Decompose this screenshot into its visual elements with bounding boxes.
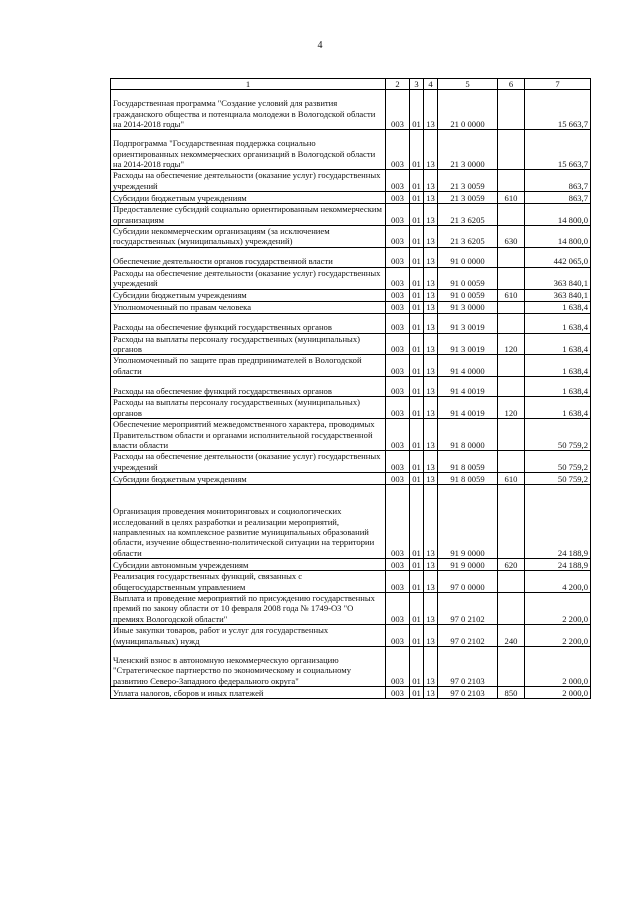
section-code: 01 [410,90,424,130]
target-article-code: 91 8 0000 [438,419,498,451]
target-article-code: 91 0 0059 [438,267,498,289]
target-article-code: 97 0 2103 [438,686,498,698]
chapter-code: 003 [386,267,410,289]
expense-type-code: 620 [498,559,525,571]
table-row [111,592,591,624]
subsection-code: 13 [424,646,438,686]
subsection-code: 13 [424,571,438,593]
target-article-code: 97 0 2103 [438,646,498,686]
chapter-code: 003 [386,592,410,624]
header-row [111,79,591,90]
subsection-code: 13 [424,592,438,624]
amount: 863,7 [525,170,591,192]
table-row [111,170,591,192]
row-name: Обеспечение деятельности органов государственной власти [111,247,386,267]
subsection-code: 13 [424,289,438,301]
amount: 2 200,0 [525,592,591,624]
table-row [111,451,591,473]
amount: 15 663,7 [525,130,591,170]
table-row [111,571,591,593]
row-name: Государственная программа "Создание условий для развития гражданского общества и потенциала молодежи в Вологодской области на 2014-2018 годы" [111,90,386,130]
target-article-code: 91 0 0059 [438,289,498,301]
table-row [111,485,591,559]
target-article-code: 91 0 0000 [438,247,498,267]
subsection-code: 13 [424,559,438,571]
amount: 1 638,4 [525,301,591,313]
expense-type-code [498,485,525,559]
table-row [111,646,591,686]
target-article-code: 21 0 0000 [438,90,498,130]
row-name: Расходы на обеспечение деятельности (оказание услуг) государственных учреждений [111,267,386,289]
row-name: Уплата налогов, сборов и иных платежей [111,686,386,698]
chapter-code: 003 [386,559,410,571]
amount: 2 000,0 [525,686,591,698]
row-name: Расходы на обеспечение функций государственных органов [111,313,386,333]
expense-type-code: 120 [498,397,525,419]
table-row [111,559,591,571]
section-code: 01 [410,646,424,686]
expense-type-code [498,451,525,473]
chapter-code: 003 [386,313,410,333]
expense-type-code: 610 [498,473,525,485]
target-article-code: 97 0 0000 [438,571,498,593]
amount: 863,7 [525,192,591,204]
section-code: 01 [410,247,424,267]
section-code: 01 [410,355,424,377]
row-name: Расходы на обеспечение деятельности (оказание услуг) государственных учреждений [111,451,386,473]
expense-type-code [498,247,525,267]
subsection-code: 13 [424,226,438,248]
table-row [111,686,591,698]
expense-type-code [498,646,525,686]
row-name: Расходы на выплаты персоналу государственных (муниципальных) органов [111,397,386,419]
section-code: 01 [410,170,424,192]
expense-type-code [498,204,525,226]
chapter-code: 003 [386,204,410,226]
target-article-code: 21 3 0059 [438,192,498,204]
row-name: Субсидии автономным учреждениям [111,559,386,571]
column-header: 6 [498,79,525,90]
chapter-code: 003 [386,377,410,397]
chapter-code: 003 [386,333,410,355]
row-name: Выплата и проведение мероприятий по присуждению государственных премий по закону области от 10 февраля 2008 года № 1749-ОЗ "О премиях Вологодской области" [111,592,386,624]
chapter-code: 003 [386,247,410,267]
target-article-code: 91 3 0019 [438,333,498,355]
amount: 363 840,1 [525,289,591,301]
target-article-code: 21 3 0059 [438,170,498,192]
chapter-code: 003 [386,90,410,130]
section-code: 01 [410,333,424,355]
subsection-code: 13 [424,473,438,485]
section-code: 01 [410,473,424,485]
chapter-code: 003 [386,192,410,204]
expense-type-code [498,592,525,624]
subsection-code: 13 [424,333,438,355]
row-name: Субсидии бюджетным учреждениям [111,473,386,485]
column-header: 2 [386,79,410,90]
expense-type-code [498,130,525,170]
table-row [111,204,591,226]
section-code: 01 [410,226,424,248]
subsection-code: 13 [424,170,438,192]
amount: 14 800,0 [525,226,591,248]
expense-type-code: 630 [498,226,525,248]
row-name: Субсидии бюджетным учреждениям [111,289,386,301]
table-row [111,226,591,248]
subsection-code: 13 [424,204,438,226]
target-article-code: 21 3 6205 [438,204,498,226]
expense-type-code [498,313,525,333]
amount: 2 200,0 [525,625,591,647]
subsection-code: 13 [424,485,438,559]
section-code: 01 [410,419,424,451]
subsection-code: 13 [424,451,438,473]
table-row [111,625,591,647]
subsection-code: 13 [424,625,438,647]
chapter-code: 003 [386,355,410,377]
chapter-code: 003 [386,301,410,313]
subsection-code: 13 [424,247,438,267]
row-name: Иные закупки товаров, работ и услуг для государственных (муниципальных) нужд [111,625,386,647]
row-name: Обеспечение мероприятий межведомственного характера, проводимых Правительством области и органами исполнительной государственной власти области [111,419,386,451]
expense-type-code [498,377,525,397]
section-code: 01 [410,571,424,593]
table-row [111,289,591,301]
subsection-code: 13 [424,419,438,451]
subsection-code: 13 [424,192,438,204]
section-code: 01 [410,204,424,226]
amount: 24 188,9 [525,559,591,571]
page-number: 4 [317,40,323,51]
section-code: 01 [410,397,424,419]
table-row [111,377,591,397]
section-code: 01 [410,377,424,397]
target-article-code: 21 3 0000 [438,130,498,170]
section-code: 01 [410,485,424,559]
section-code: 01 [410,559,424,571]
table-row [111,473,591,485]
subsection-code: 13 [424,90,438,130]
target-article-code: 91 8 0059 [438,451,498,473]
target-article-code: 97 0 2102 [438,625,498,647]
target-article-code: 91 4 0019 [438,397,498,419]
row-name: Расходы на обеспечение функций государственных органов [111,377,386,397]
expense-type-code: 850 [498,686,525,698]
subsection-code: 13 [424,313,438,333]
amount: 24 188,9 [525,485,591,559]
subsection-code: 13 [424,267,438,289]
amount: 50 759,2 [525,419,591,451]
expense-type-code [498,90,525,130]
chapter-code: 003 [386,226,410,248]
amount: 50 759,2 [525,451,591,473]
expense-type-code [498,419,525,451]
amount: 15 663,7 [525,90,591,130]
chapter-code: 003 [386,646,410,686]
amount: 363 840,1 [525,267,591,289]
amount: 1 638,4 [525,397,591,419]
column-header: 7 [525,79,591,90]
table-row [111,419,591,451]
row-name: Членский взнос в автономную некоммерческую организацию "Стратегическое партнерство по экономическому и социальному развитию Северо-Западного федерального округа" [111,646,386,686]
target-article-code: 21 3 6205 [438,226,498,248]
target-article-code: 91 9 0000 [438,559,498,571]
row-name: Подпрограмма "Государственная поддержка социально ориентированных некоммерческих организаций в Вологодской области на 2014-2018 годы" [111,130,386,170]
table-row [111,355,591,377]
amount: 442 065,0 [525,247,591,267]
target-article-code: 91 3 0000 [438,301,498,313]
subsection-code: 13 [424,397,438,419]
expense-type-code: 610 [498,289,525,301]
section-code: 01 [410,130,424,170]
target-article-code: 91 9 0000 [438,485,498,559]
expense-type-code: 610 [498,192,525,204]
section-code: 01 [410,451,424,473]
row-name: Реализация государственных функций, связанных с общегосударственным управлением [111,571,386,593]
table-row [111,192,591,204]
expense-type-code [498,301,525,313]
chapter-code: 003 [386,451,410,473]
expense-type-code [498,267,525,289]
subsection-code: 13 [424,301,438,313]
expense-type-code [498,571,525,593]
chapter-code: 003 [386,419,410,451]
subsection-code: 13 [424,377,438,397]
section-code: 01 [410,192,424,204]
column-header: 4 [424,79,438,90]
amount: 1 638,4 [525,355,591,377]
chapter-code: 003 [386,485,410,559]
chapter-code: 003 [386,686,410,698]
table-row [111,247,591,267]
amount: 2 000,0 [525,646,591,686]
section-code: 01 [410,625,424,647]
row-name: Расходы на обеспечение деятельности (оказание услуг) государственных учреждений [111,170,386,192]
amount: 1 638,4 [525,313,591,333]
row-name: Уполномоченный по правам человека [111,301,386,313]
target-article-code: 91 3 0019 [438,313,498,333]
column-header: 1 [111,79,386,90]
column-header: 5 [438,79,498,90]
chapter-code: 003 [386,170,410,192]
row-name: Расходы на выплаты персоналу государственных (муниципальных) органов [111,333,386,355]
section-code: 01 [410,592,424,624]
table-row [111,313,591,333]
chapter-code: 003 [386,397,410,419]
target-article-code: 91 8 0059 [438,473,498,485]
amount: 14 800,0 [525,204,591,226]
expense-type-code [498,355,525,377]
section-code: 01 [410,289,424,301]
chapter-code: 003 [386,130,410,170]
row-name: Уполномоченный по защите прав предпринимателей в Вологодской области [111,355,386,377]
row-name: Субсидии некоммерческим организациям (за исключением государственных (муниципальных) учреждений) [111,226,386,248]
row-name: Субсидии бюджетным учреждениям [111,192,386,204]
table-row [111,90,591,130]
target-article-code: 91 4 0000 [438,355,498,377]
table-row [111,267,591,289]
row-name: Организация проведения мониторинговых и социологических исследований в целях разработки и реализации мероприятий, направленных на комплексное развитие муниципальных образований области, изучение общественно-политической ситуации на территории области [111,485,386,559]
chapter-code: 003 [386,473,410,485]
amount: 1 638,4 [525,333,591,355]
subsection-code: 13 [424,130,438,170]
table-row [111,333,591,355]
target-article-code: 91 4 0019 [438,377,498,397]
amount: 4 200,0 [525,571,591,593]
target-article-code: 97 0 2102 [438,592,498,624]
subsection-code: 13 [424,686,438,698]
amount: 50 759,2 [525,473,591,485]
section-code: 01 [410,313,424,333]
section-code: 01 [410,301,424,313]
section-code: 01 [410,686,424,698]
table-row [111,301,591,313]
amount: 1 638,4 [525,377,591,397]
chapter-code: 003 [386,289,410,301]
chapter-code: 003 [386,625,410,647]
table-row [111,397,591,419]
row-name: Предоставление субсидий социально ориентированным некоммерческим организациям [111,204,386,226]
expense-type-code: 120 [498,333,525,355]
table-row [111,130,591,170]
expense-type-code: 240 [498,625,525,647]
budget-table [110,78,591,699]
subsection-code: 13 [424,355,438,377]
expense-type-code [498,170,525,192]
section-code: 01 [410,267,424,289]
column-header: 3 [410,79,424,90]
chapter-code: 003 [386,571,410,593]
